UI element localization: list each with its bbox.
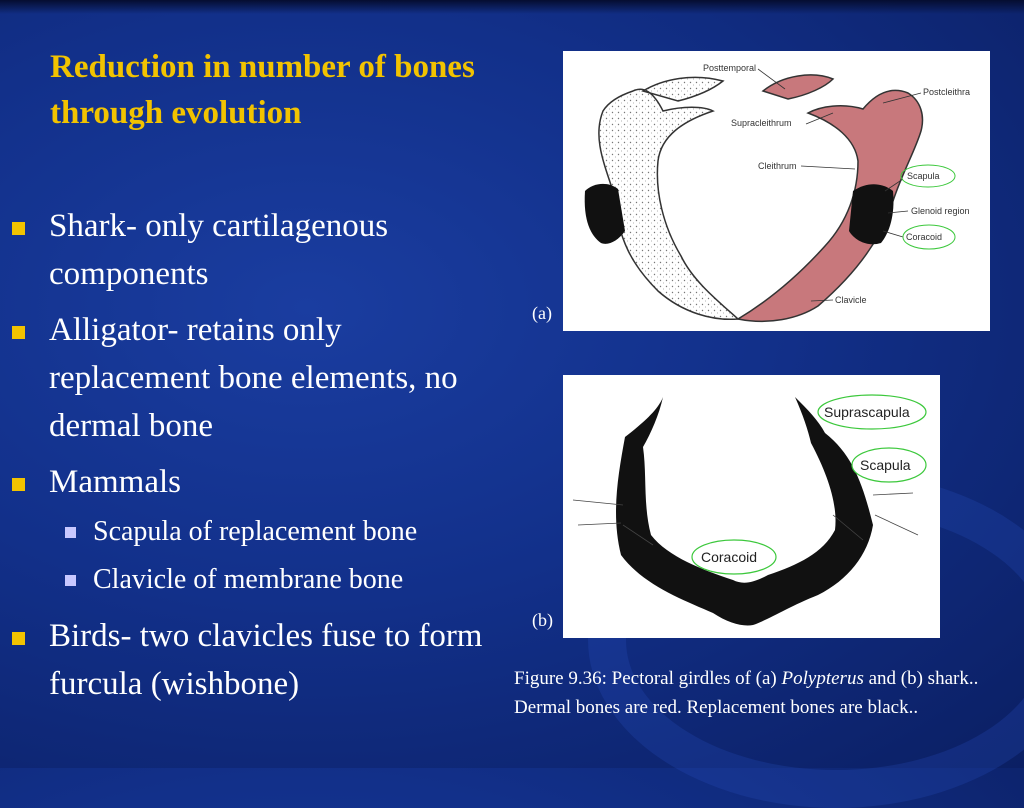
square-bullet-icon [65,527,76,538]
bullet-text: Birds- two clavicles fuse to form furcula (wishbone) [49,618,483,702]
label-coracoid: Coracoid [906,232,943,242]
label-coracoid: Coracoid [701,549,758,565]
sub-bullet-text: Scapula of replacement bone [93,516,418,547]
right-black-bone-shape [849,184,894,244]
shark-girdle-shape [616,397,873,626]
sub-bullet-list [49,508,502,604]
square-bullet-icon [65,575,76,586]
figure-b-tag: (b) [532,610,553,630]
bullet-birds [12,612,502,708]
sub-bullet-scapula [12,508,502,556]
square-bullet-icon [12,478,25,491]
bullet-text: Alligator- retains only replacement bone elements, no dermal bone [49,312,458,444]
figure-a-polypterus-girdle [563,51,990,331]
label-postcleithra: Postcleithra [923,87,971,97]
square-bullet-icon [12,222,25,235]
label-cleithrum: Cleithrum [758,161,797,171]
figure-a-drawing [563,51,990,331]
bullet-text: Mammals [49,464,181,500]
label-clavicle: Clavicle [835,295,867,305]
right-posttemporal-shape [763,75,833,99]
top-shadow-bar [0,0,1024,14]
caption-part1: Figure 9.36: Pectoral girdles of (a) [514,668,782,689]
sub-bullet-clavicle [12,556,502,604]
figure-b-shark-girdle [563,375,940,638]
figure-b-drawing [563,375,940,638]
bullet-alligator [12,306,502,450]
bullet-text: Shark- only cartilagenous components [49,208,389,292]
square-bullet-icon [12,326,25,339]
label-scapula: Scapula [907,171,940,181]
label-glenoid-region: Glenoid region [911,206,970,216]
slide-title: Reduction in number of bones through evolution [50,49,475,131]
label-scapula: Scapula [860,457,911,473]
label-suprascapula: Suprascapula [824,404,910,420]
label-posttemporal: Posttemporal [703,63,757,73]
caption-part2: and (b) shark.. Dermal bones are red. Replacement bones are black.. [514,668,979,718]
bullet-shark [12,202,502,298]
caption-genus: Polypterus [781,668,864,689]
square-bullet-icon [12,632,25,645]
label-supracleithrum: Supracleithrum [731,118,792,128]
bullet-mammals [12,458,502,604]
figure-a-tag: (a) [532,303,552,323]
bullet-list [12,202,502,716]
sub-bullet-text: Clavicle of membrane bone [93,564,404,595]
figure-caption [514,664,1024,722]
